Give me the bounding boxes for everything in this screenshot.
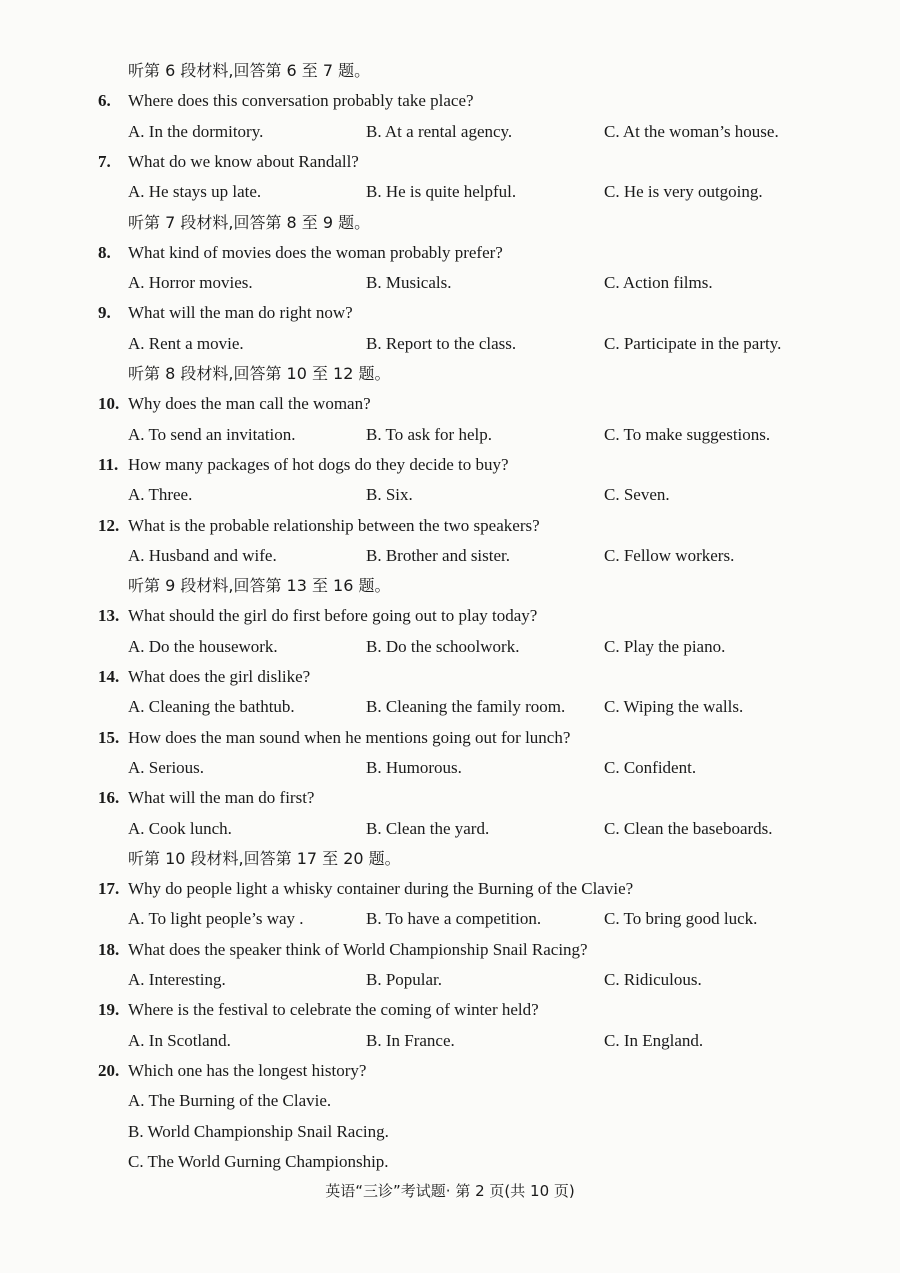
answer-option: C. The World Gurning Championship. — [128, 1151, 389, 1171]
answer-option: A. To light people’s way . — [128, 909, 304, 929]
answer-option: B. He is quite helpful. — [366, 182, 517, 202]
question — [0, 935, 900, 965]
answer-option: A. To send an invitation. — [128, 424, 296, 444]
answer-option: A. Interesting. — [128, 970, 226, 989]
options-row — [0, 268, 900, 298]
question-number: 8. — [98, 242, 111, 262]
answer-option: C. Ridiculous. — [604, 970, 702, 989]
answer-option: A. Horror movies. — [128, 273, 253, 293]
question-text: Where is the festival to celebrate the coming of winter held? — [128, 1000, 539, 1020]
question-number: 6. — [98, 91, 111, 111]
answer-option: B. At a rental agency. — [366, 121, 513, 141]
question-number: 9. — [98, 303, 111, 323]
question-text: What is the probable relationship between the two speakers? — [128, 515, 540, 535]
answer-option: C. Seven. — [604, 485, 670, 505]
page-footer: 英语“三诊”考试题· 第 2 页(共 10 页) — [325, 1182, 575, 1200]
answer-option: A. He stays up late. — [128, 182, 262, 202]
question-text: What will the man do right now? — [128, 303, 353, 323]
question-text: Where does this conversation probably take place? — [128, 91, 474, 111]
question — [0, 238, 900, 268]
options-row — [0, 904, 900, 934]
answer-option: B. Popular. — [366, 970, 443, 989]
question-number: 12. — [98, 515, 120, 535]
section-instruction: 听第 10 段材料,回答第 17 至 20 题。 — [128, 848, 401, 868]
question-text: What should the girl do first before going out to play today? — [128, 606, 538, 626]
question — [0, 389, 900, 419]
question — [0, 511, 900, 541]
answer-option: C. To make suggestions. — [604, 424, 771, 444]
question — [0, 783, 900, 813]
options-row — [0, 1026, 900, 1056]
answer-option: C. Wiping the walls. — [604, 697, 744, 717]
section-heading — [0, 844, 900, 874]
answer-option: B. In France. — [366, 1030, 455, 1050]
answer-option: A. In the dormitory. — [128, 121, 264, 141]
answer-option: B. Report to the class. — [366, 333, 517, 353]
section-instruction: 听第 8 段材料,回答第 10 至 12 题。 — [128, 364, 391, 383]
section-instruction: 听第 7 段材料,回答第 8 至 9 题。 — [128, 212, 371, 232]
answer-option: A. Serious. — [128, 757, 205, 777]
question-number: 7. — [98, 151, 111, 171]
options-row — [0, 480, 900, 510]
options-row — [0, 420, 900, 450]
section-instruction: 听第 6 段材料,回答第 6 至 7 题。 — [128, 61, 371, 80]
answer-option: B. Do the schoolwork. — [366, 636, 520, 656]
question — [0, 450, 900, 480]
answer-option: A. Cleaning the bathtub. — [128, 697, 295, 717]
question-text: What will the man do first? — [128, 788, 315, 808]
answer-option: C. Fellow workers. — [604, 545, 735, 565]
answer-option: A. Do the housework. — [128, 636, 278, 656]
question-number: 18. — [98, 939, 120, 959]
section-heading — [0, 208, 900, 238]
question-number: 15. — [98, 727, 120, 747]
answer-option: A. Husband and wife. — [128, 545, 277, 565]
question-number: 19. — [98, 1000, 120, 1020]
question — [0, 86, 900, 116]
options-row — [0, 753, 900, 783]
options-row — [0, 329, 900, 359]
answer-option: B. Clean the yard. — [366, 818, 490, 838]
question-text: What kind of movies does the woman probably prefer? — [128, 242, 503, 262]
options-row — [0, 965, 900, 995]
question-text: What do we know about Randall? — [128, 151, 359, 171]
answer-option: C. Play the piano. — [604, 636, 726, 656]
option-line — [0, 1147, 900, 1177]
question-text: Why do people light a whisky container during the Burning of the Clavie? — [128, 879, 634, 899]
options-row — [0, 632, 900, 662]
question — [0, 874, 900, 904]
answer-option: C. At the woman’s house. — [604, 121, 779, 141]
answer-option: B. World Championship Snail Racing. — [128, 1121, 389, 1141]
answer-option: C. Confident. — [604, 757, 697, 777]
answer-option: B. To ask for help. — [366, 424, 492, 444]
question-number: 11. — [98, 454, 119, 474]
answer-option: B. Humorous. — [366, 757, 462, 777]
answer-option: B. Six. — [366, 485, 413, 505]
question — [0, 662, 900, 692]
question — [0, 601, 900, 631]
question — [0, 995, 900, 1025]
question-text: Which one has the longest history? — [128, 1060, 367, 1080]
question — [0, 147, 900, 177]
option-line — [0, 1117, 900, 1147]
question-text: How does the man sound when he mentions going out for lunch? — [128, 727, 571, 747]
answer-option: B. Cleaning the family room. — [366, 697, 566, 717]
question-number: 20. — [98, 1060, 120, 1080]
question — [0, 298, 900, 328]
answer-option: C. To bring good luck. — [604, 909, 758, 929]
options-row — [0, 541, 900, 571]
question-text: Why does the man call the woman? — [128, 394, 371, 414]
answer-option: B. To have a competition. — [366, 909, 542, 929]
question — [0, 1056, 900, 1086]
options-row — [0, 814, 900, 844]
question-number: 17. — [98, 879, 120, 899]
question-text: What does the speaker think of World Championship Snail Racing? — [128, 939, 588, 959]
question-text: How many packages of hot dogs do they decide to buy? — [128, 454, 509, 474]
answer-option: A. In Scotland. — [128, 1030, 231, 1050]
answer-option: A. Cook lunch. — [128, 818, 232, 838]
answer-option: B. Musicals. — [366, 273, 452, 293]
options-row — [0, 117, 900, 147]
options-row — [0, 177, 900, 207]
answer-option: B. Brother and sister. — [366, 545, 511, 565]
section-heading — [0, 359, 900, 389]
answer-option: C. Participate in the party. — [604, 333, 782, 353]
section-instruction: 听第 9 段材料,回答第 13 至 16 题。 — [128, 576, 391, 596]
answer-option: C. Action films. — [604, 273, 713, 293]
section-heading — [0, 56, 900, 86]
question-number: 16. — [98, 788, 120, 808]
question-number: 13. — [98, 606, 120, 626]
answer-option: A. The Burning of the Clavie. — [128, 1091, 332, 1111]
answer-option: C. He is very outgoing. — [604, 182, 763, 202]
options-row — [0, 692, 900, 722]
question — [0, 723, 900, 753]
answer-option: A. Three. — [128, 485, 193, 505]
section-heading — [0, 571, 900, 601]
answer-option: C. In England. — [604, 1030, 704, 1050]
answer-option: C. Clean the baseboards. — [604, 818, 773, 838]
question-number: 10. — [98, 394, 120, 414]
answer-option: A. Rent a movie. — [128, 333, 244, 353]
option-line — [0, 1086, 900, 1116]
question-text: What does the girl dislike? — [128, 667, 311, 686]
question-number: 14. — [98, 667, 120, 686]
